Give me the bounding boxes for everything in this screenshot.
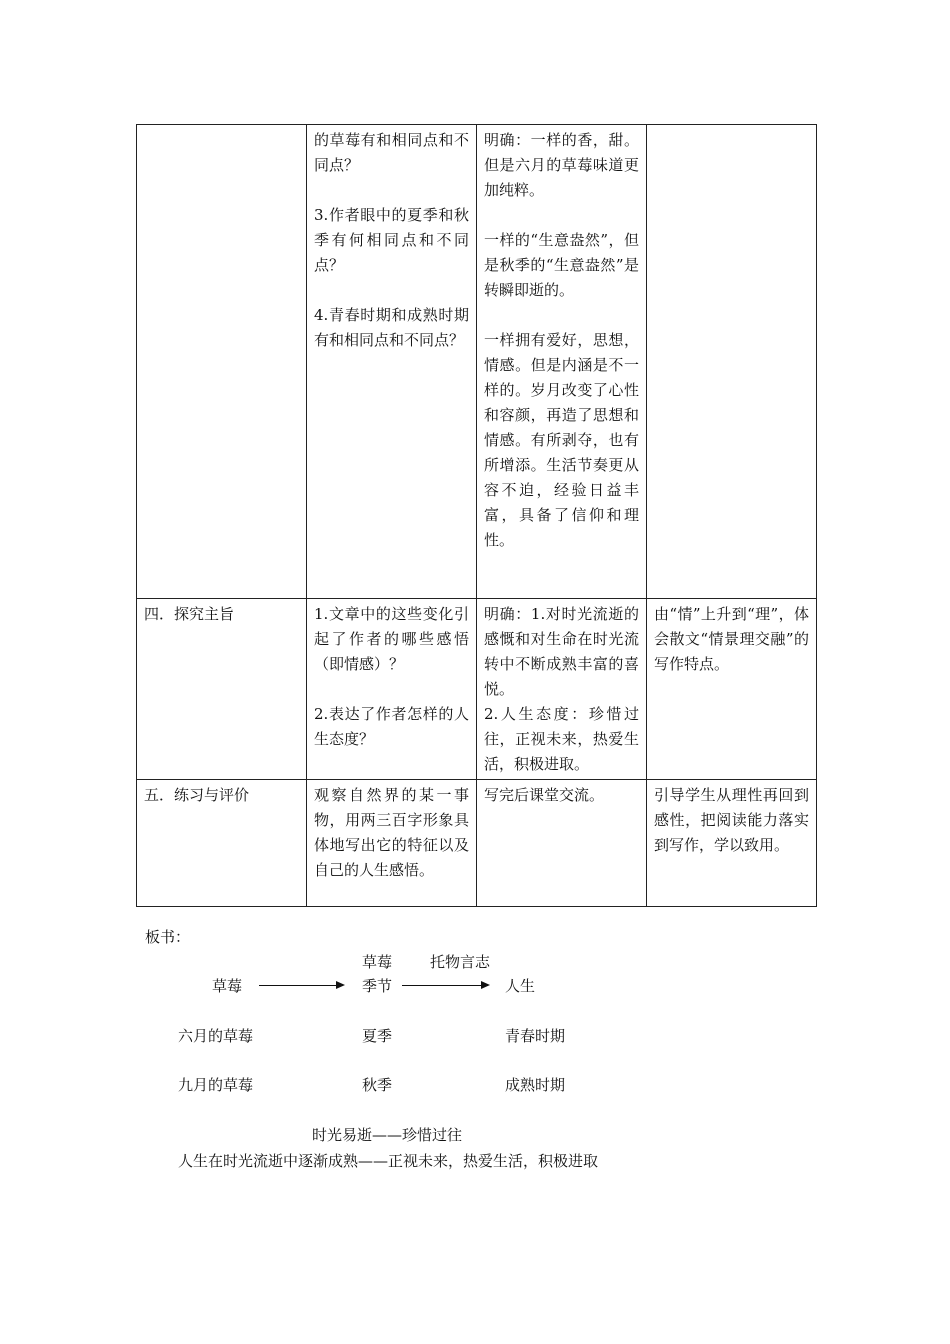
- question-text: 3.作者眼中的夏季和秋季有何相同点和不同点？: [314, 206, 469, 274]
- table-row: [137, 780, 817, 907]
- question-text: 4.青春时期和成熟时期有和相同点和不同点？: [314, 306, 469, 349]
- answer-text: 明确：一样的香，甜。但是六月的草莓味道更加纯粹。: [484, 131, 639, 199]
- board-label: 板书：: [145, 928, 191, 946]
- board-item: 秋季: [362, 1076, 393, 1094]
- question-text: 1.文章中的这些变化引起了作者的哪些感悟（即情感）？: [314, 605, 469, 673]
- purpose-cell: 引导学生从理性再回到感性，把阅读能力落实到写作，学以致用。: [647, 780, 817, 907]
- answer-text: 明确：1.对时光流逝的感慨和对生命在时光流转中不断成熟丰富的喜悦。: [484, 605, 639, 698]
- board-item: 青春时期: [505, 1027, 566, 1045]
- question-cell: [307, 125, 477, 599]
- board-summary: 人生在时光流逝中逐渐成熟——正视未来，热爱生活，积极进取: [178, 1152, 599, 1170]
- step-cell: 四．探究主旨: [137, 599, 307, 780]
- answer-cell: [477, 125, 647, 599]
- question-text: 2.表达了作者怎样的人生态度？: [314, 705, 469, 748]
- table-row: [137, 599, 817, 780]
- question-cell: 观察自然界的某一事物，用两三百字形象具体地写出它的特征以及自己的人生感悟。: [307, 780, 477, 907]
- step-cell: 五．练习与评价: [137, 780, 307, 907]
- purpose-cell: [647, 125, 817, 599]
- board-summary: 时光易逝——珍惜过往: [312, 1126, 463, 1144]
- step-cell: [137, 125, 307, 599]
- board-item: 九月的草莓: [178, 1076, 254, 1094]
- board-strawberry: 草莓: [212, 977, 243, 995]
- purpose-cell: 由“情”上升到“理”，体会散文“情景理交融”的写作特点。: [647, 599, 817, 780]
- board-item: 成熟时期: [505, 1076, 566, 1094]
- answer-text: 2.人生态度：珍惜过往，正视未来，热爱生活，积极进取。: [484, 705, 639, 773]
- board-item: 六月的草莓: [178, 1027, 254, 1045]
- board-item: 夏季: [362, 1027, 393, 1045]
- question-text: 的草莓有和相同点和不同点？: [314, 131, 469, 174]
- board-arrow-label: 托物言志: [430, 953, 491, 971]
- board-life: 人生: [505, 977, 536, 995]
- question-cell: [307, 599, 477, 780]
- arrow-icon: [259, 985, 343, 986]
- table-row: [137, 125, 817, 599]
- arrow-icon: [402, 985, 488, 986]
- board-season: 季节: [362, 977, 393, 995]
- board-strawberry-top: 草莓: [362, 953, 393, 971]
- answer-cell: [477, 599, 647, 780]
- answer-text: 一样拥有爱好，思想，情感。但是内涵是不一样的。岁月改变了心性和容颜，再造了思想和情感。有所剥夺，也有所增添。生活节奏更从容不迫，经验日益丰富，具备了信仰和理性。: [484, 331, 639, 549]
- answer-text: 一样的“生意盎然”，但是秋季的“生意盎然”是转瞬即逝的。: [484, 231, 639, 299]
- lesson-plan-table: [136, 124, 817, 907]
- answer-cell: 写完后课堂交流。: [477, 780, 647, 907]
